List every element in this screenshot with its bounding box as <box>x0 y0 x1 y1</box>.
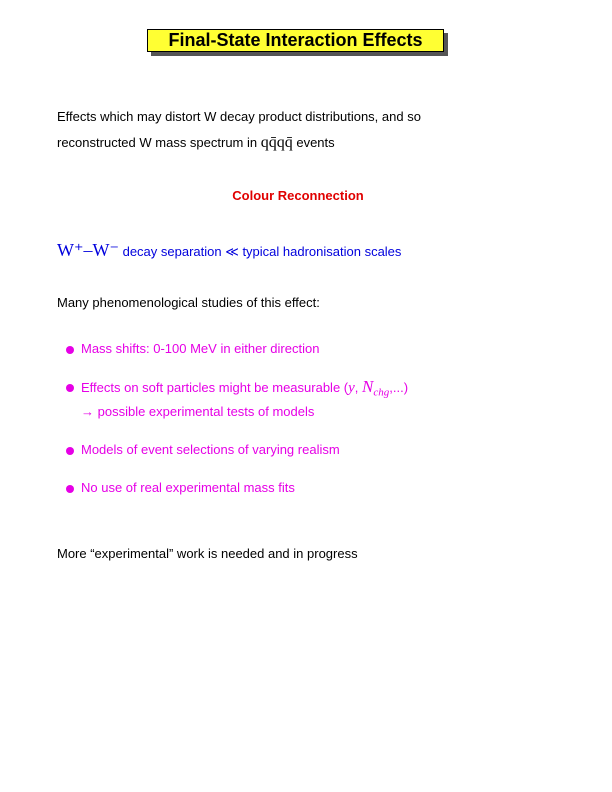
bullet-2-prefix: Effects on soft particles might be measurable ( <box>81 380 349 395</box>
math-y: y <box>348 380 355 396</box>
intro-line-2-prefix: reconstructed W mass spectrum in <box>57 135 261 150</box>
math-separator: , <box>354 380 363 395</box>
page-title: Final-State Interaction Effects <box>147 29 444 52</box>
bullet-dot <box>66 346 74 354</box>
conclusion: More “experimental” work is needed and in progress <box>57 546 358 561</box>
qqqq-symbol: qq̄qq̄ <box>260 134 293 151</box>
bullet-item-2 <box>81 379 408 401</box>
studies-intro: Many phenomenological studies of this effect: <box>57 295 320 310</box>
bullet-dot <box>66 447 74 455</box>
bullet-dot <box>66 485 74 493</box>
bullet-item-1: Mass shifts: 0-100 MeV in either direction <box>81 341 320 356</box>
bullet-dot <box>66 384 74 392</box>
ww-statement <box>57 242 401 260</box>
math-n-subscript: chg <box>373 386 390 399</box>
bullet-item-3: Models of event selections of varying realism <box>81 442 340 457</box>
bullet-item-4: No use of real experimental mass fits <box>81 480 295 495</box>
intro-line-1: Effects which may distort W decay product distributions, and so <box>57 109 421 124</box>
intro-line-2-suffix: events <box>292 135 335 150</box>
bullet-2-suffix: ,...) <box>389 380 409 395</box>
ww-statement-text: decay separation ≪ typical hadronisation scales <box>118 244 402 259</box>
bullet-item-2-continuation: → possible experimental tests of models <box>81 404 315 419</box>
section-heading: Colour Reconnection <box>232 188 364 203</box>
math-n: N <box>362 377 374 396</box>
title-banner <box>147 29 448 56</box>
ww-particles: W⁺–W⁻ <box>57 240 119 260</box>
intro-line-2 <box>57 135 335 151</box>
